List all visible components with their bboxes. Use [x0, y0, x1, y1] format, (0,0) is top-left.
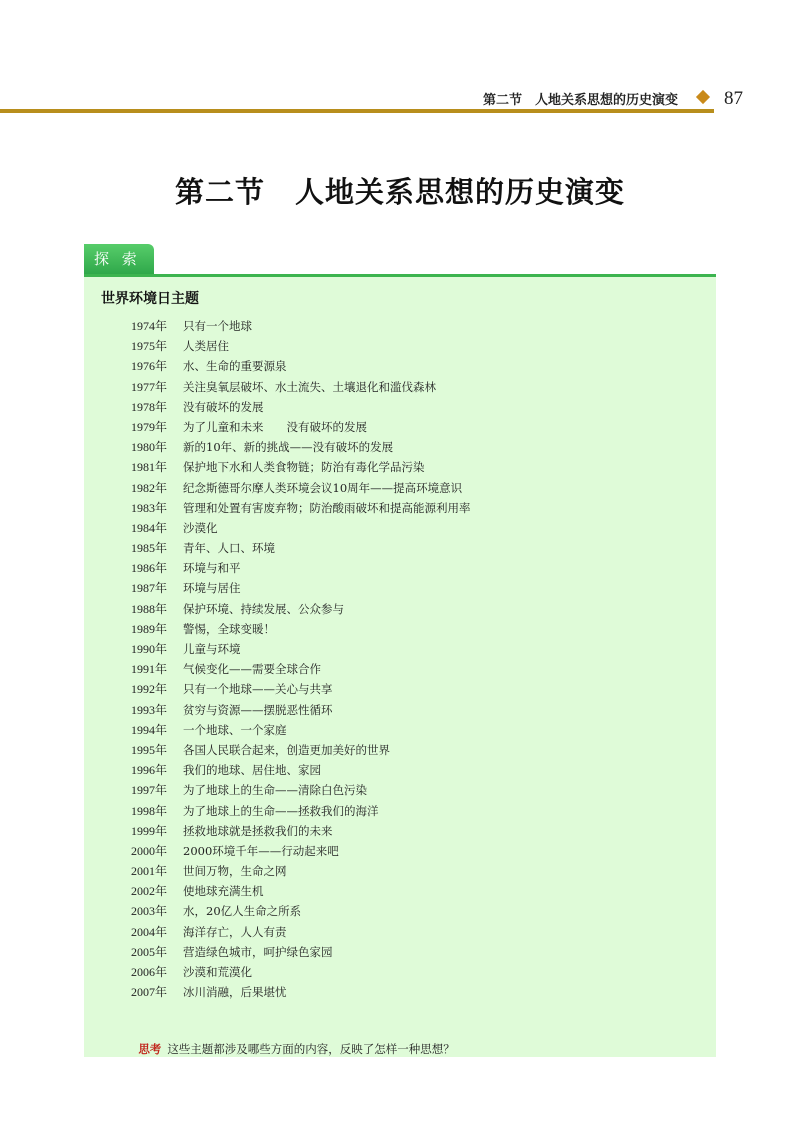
list-item	[131, 336, 471, 356]
theme-year: 1996年	[131, 763, 168, 778]
theme-year: 1987年	[131, 581, 168, 596]
theme-year: 1977年	[131, 379, 168, 394]
list-item	[131, 498, 471, 518]
theme-text: 沙漠化	[183, 520, 218, 535]
list-item	[131, 558, 471, 578]
page-number: 87	[724, 88, 743, 109]
list-item	[131, 982, 471, 1002]
list-item	[131, 881, 471, 901]
theme-year: 1978年	[131, 399, 168, 414]
list-item	[131, 861, 471, 881]
theme-year: 1992年	[131, 682, 168, 697]
theme-text: 没有破坏的发展	[183, 399, 264, 414]
theme-text: 世间万物，生命之网	[183, 864, 287, 879]
theme-year: 1995年	[131, 742, 168, 757]
list-item	[131, 700, 471, 720]
list-item	[131, 478, 471, 498]
theme-text: 保护环境、持续发展、公众参与	[183, 601, 344, 616]
theme-text: 环境与和平	[183, 561, 241, 576]
theme-year: 1998年	[131, 803, 168, 818]
list-item	[131, 841, 471, 861]
theme-year: 1981年	[131, 460, 168, 475]
theme-text: 2000环境千年——行动起来吧	[183, 843, 339, 858]
list-item	[131, 901, 471, 921]
list-item	[131, 679, 471, 699]
theme-year: 2005年	[131, 944, 168, 959]
theme-text: 警惕，全球变暖！	[183, 621, 275, 636]
theme-text: 水、生命的重要源泉	[183, 359, 287, 374]
theme-year: 2000年	[131, 843, 168, 858]
list-item	[131, 578, 471, 598]
theme-text: 沙漠和荒漠化	[183, 965, 252, 979]
explore-tab-rule	[84, 274, 716, 277]
theme-text: 保护地下水和人类食物链；防治有毒化学品污染	[183, 460, 425, 475]
theme-text: 纪念斯德哥尔摩人类环境会议10周年——提高环境意识	[183, 480, 463, 495]
theme-year: 2007年	[131, 985, 168, 1000]
theme-text: 使地球充满生机	[183, 884, 264, 899]
theme-year: 1983年	[131, 500, 168, 515]
theme-year: 1994年	[131, 722, 168, 737]
list-item	[131, 437, 471, 457]
theme-text: 气候变化——需要全球合作	[183, 662, 321, 677]
theme-year: 1993年	[131, 702, 168, 717]
list-item	[131, 599, 471, 619]
box-heading: 世界环境日主题	[101, 291, 199, 307]
theme-year: 1974年	[131, 319, 168, 333]
theme-text: 一个地球、一个家庭	[183, 722, 287, 737]
theme-text: 贫穷与资源——摆脱恶性循环	[183, 702, 333, 717]
theme-year: 2002年	[131, 884, 168, 899]
list-item	[131, 962, 471, 982]
theme-text: 新的10年、新的挑战——没有破坏的发展	[183, 440, 394, 455]
theme-text: 只有一个地球	[183, 319, 252, 333]
list-item	[131, 457, 471, 477]
theme-text: 我们的地球、居住地、家园	[183, 763, 321, 778]
list-item	[131, 922, 471, 942]
header-rule	[0, 109, 714, 113]
list-item	[131, 780, 471, 800]
list-item	[131, 356, 471, 376]
theme-text: 关注臭氧层破坏、水土流失、土壤退化和滥伐森林	[183, 379, 436, 394]
think-label: 思考	[138, 1042, 162, 1056]
theme-text: 人类居住	[183, 339, 229, 354]
theme-year: 2001年	[131, 864, 168, 879]
list-item	[131, 740, 471, 760]
list-item	[131, 801, 471, 821]
list-item	[131, 821, 471, 841]
theme-text: 各国人民联合起来，创造更加美好的世界	[183, 742, 390, 757]
list-item	[131, 720, 471, 740]
theme-text: 为了地球上的生命——拯救我们的海洋	[183, 803, 379, 818]
theme-year: 1988年	[131, 601, 168, 616]
theme-text: 海洋存亡，人人有责	[183, 924, 287, 939]
list-item	[131, 417, 471, 437]
list-item	[131, 659, 471, 679]
theme-year: 1989年	[131, 621, 168, 636]
list-item	[131, 639, 471, 659]
theme-year: 2004年	[131, 924, 168, 939]
theme-year: 1984年	[131, 520, 168, 535]
list-item	[131, 760, 471, 780]
theme-text: 为了地球上的生命——清除白色污染	[183, 783, 367, 798]
running-header-title: 第二节 人地关系思想的历史演变	[482, 93, 678, 108]
theme-text: 冰川消融，后果堪忧	[183, 985, 287, 1000]
theme-year: 1986年	[131, 561, 168, 576]
theme-year: 1999年	[131, 823, 168, 838]
theme-year: 1980年	[131, 440, 168, 455]
theme-text: 只有一个地球——关心与共享	[183, 682, 333, 697]
section-title: 第二节 人地关系思想的历史演变	[174, 175, 625, 209]
theme-text: 环境与居住	[183, 581, 241, 596]
theme-year: 1979年	[131, 419, 168, 434]
list-item	[131, 942, 471, 962]
theme-year: 1976年	[131, 359, 168, 374]
theme-year: 1990年	[131, 642, 168, 656]
running-header	[0, 84, 714, 112]
explore-tab: 探 索	[84, 244, 154, 274]
theme-year: 1991年	[131, 662, 168, 677]
list-item	[131, 316, 471, 336]
theme-text: 管理和处置有害废弃物；防治酸雨破坏和提高能源利用率	[183, 500, 471, 515]
theme-year: 2003年	[131, 904, 168, 919]
theme-text: 水，20亿人生命之所系	[183, 904, 302, 919]
think-prompt	[131, 1027, 455, 1057]
theme-year: 1975年	[131, 339, 168, 354]
theme-text: 青年、人口、环境	[183, 541, 275, 556]
theme-year: 1982年	[131, 480, 168, 495]
theme-text: 拯救地球就是拯救我们的未来	[183, 823, 333, 838]
theme-year: 1985年	[131, 541, 168, 556]
theme-list	[131, 316, 471, 1002]
think-text: 这些主题都涉及哪些方面的内容，反映了怎样一种思想？	[167, 1042, 455, 1056]
theme-text: 儿童与环境	[183, 642, 241, 656]
list-item	[131, 619, 471, 639]
theme-year: 2006年	[131, 965, 168, 979]
theme-year: 1997年	[131, 783, 168, 798]
theme-text: 营造绿色城市，呵护绿色家园	[183, 944, 333, 959]
list-item	[131, 518, 471, 538]
list-item	[131, 377, 471, 397]
theme-text: 为了儿童和未来 没有破坏的发展	[183, 419, 367, 434]
diamond-icon	[696, 90, 710, 104]
list-item	[131, 538, 471, 558]
list-item	[131, 397, 471, 417]
